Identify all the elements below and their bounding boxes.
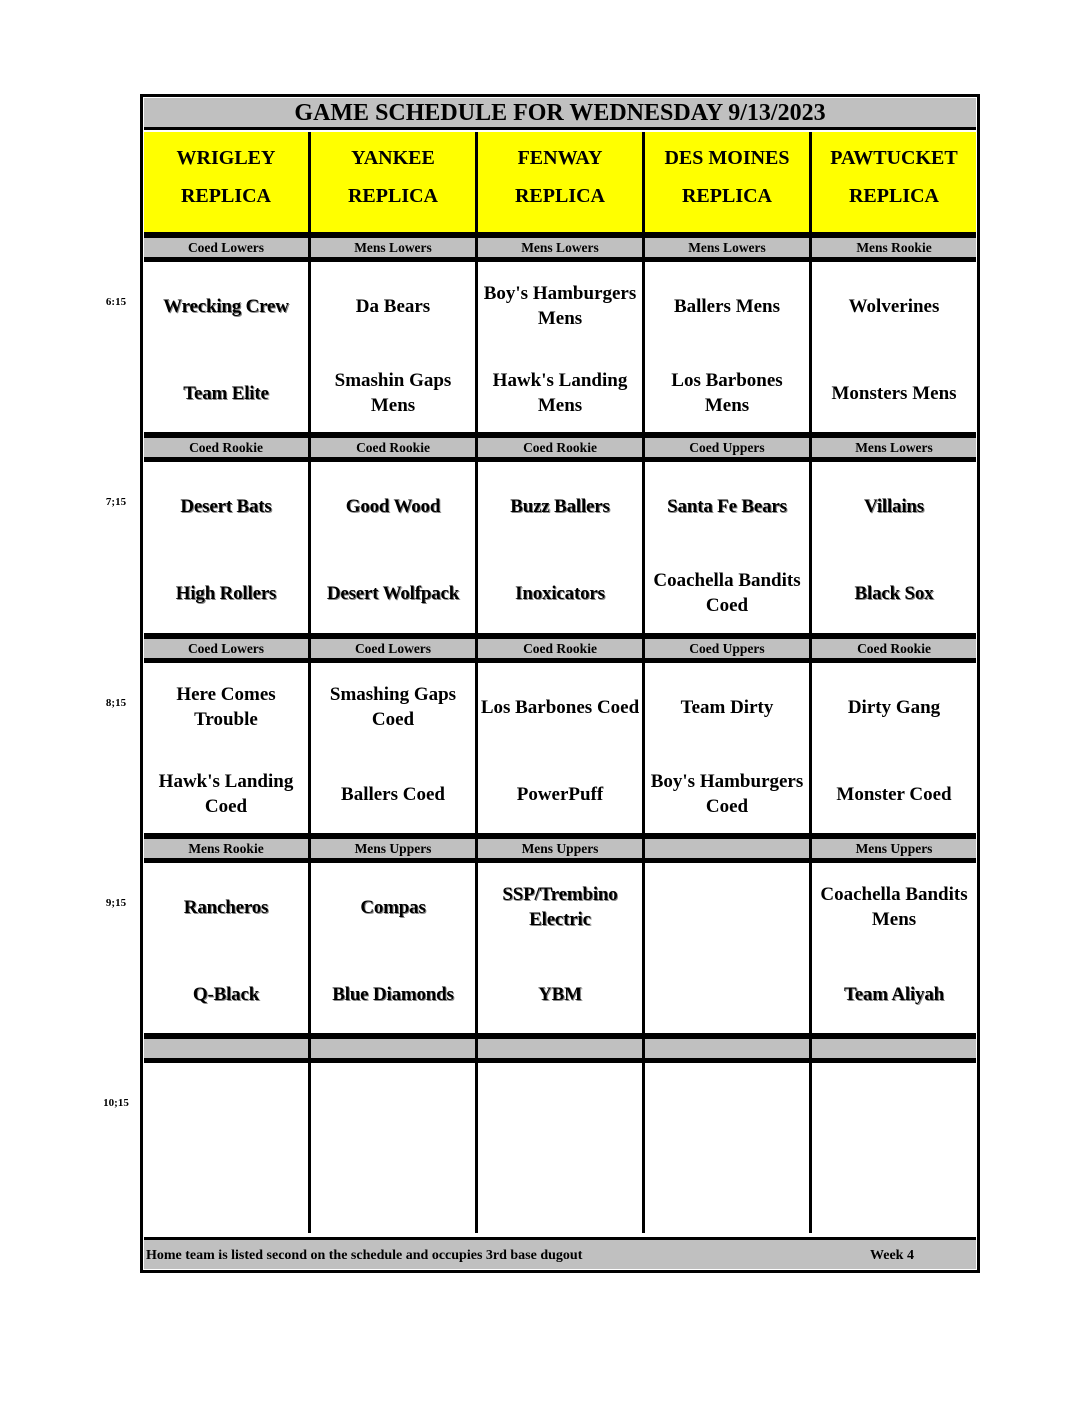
division-label: Coed Uppers (645, 639, 809, 658)
home-team: PowerPuff (516, 783, 604, 805)
game-cell (812, 1063, 976, 1235)
home-team (311, 1151, 475, 1237)
column-divider (809, 633, 812, 835)
away-team: Buzz Ballers (510, 495, 610, 517)
column-divider (308, 833, 311, 1035)
column-divider (809, 833, 812, 1035)
game-cell (311, 1063, 475, 1235)
home-team (144, 1151, 308, 1237)
division-label: Coed Rookie (144, 438, 308, 457)
home-team: Q-Black (192, 983, 260, 1005)
game-cell (478, 663, 642, 835)
division-label: Coed Rookie (478, 438, 642, 457)
division-label: Mens Lowers (645, 238, 809, 257)
home-team: Hawk's Landing Coed (158, 771, 294, 817)
field-type: REPLICA (347, 185, 438, 207)
column-divider (475, 833, 478, 1035)
division-label (144, 1039, 308, 1058)
home-team (645, 1151, 809, 1237)
away-team: Wrecking Crew (163, 295, 289, 317)
division-label: Mens Rookie (812, 238, 976, 257)
away-team: Team Dirty (680, 696, 774, 718)
division-label: Mens Lowers (311, 238, 475, 257)
column-divider (475, 1033, 478, 1233)
away-team: Smashing Gaps Coed (329, 684, 457, 730)
game-cell (311, 462, 475, 634)
field-type: REPLICA (848, 185, 939, 207)
field-header-pawtucket (812, 132, 976, 232)
game-cell (645, 663, 809, 835)
division-label: Coed Uppers (645, 438, 809, 457)
division-label (311, 1039, 475, 1058)
away-team (144, 1063, 308, 1151)
column-divider (475, 232, 478, 434)
column-divider (642, 1033, 645, 1233)
away-team: Wolverines (848, 295, 940, 317)
home-team: Blue Diamonds (332, 983, 454, 1005)
game-cell (478, 462, 642, 634)
away-team: Da Bears (355, 295, 431, 317)
division-label: Coed Lowers (311, 639, 475, 658)
column-divider (475, 633, 478, 835)
away-team: Here Comes Trouble (176, 684, 276, 730)
home-team (478, 1151, 642, 1237)
division-label (645, 839, 809, 858)
away-team: Rancheros (183, 896, 269, 918)
field-name: YANKEE (351, 147, 435, 169)
field-name: PAWTUCKET (830, 147, 958, 169)
field-name: WRIGLEY (176, 147, 276, 169)
home-team: Monsters Mens (831, 382, 957, 404)
game-cell (645, 462, 809, 634)
column-divider (809, 1033, 812, 1233)
away-team: Good Wood (345, 495, 441, 517)
column-divider (809, 232, 812, 434)
home-team (812, 1151, 976, 1237)
home-team: Boy's Hamburgers Coed (650, 771, 804, 817)
column-divider (308, 633, 311, 835)
division-label: Mens Uppers (812, 839, 976, 858)
division-label (812, 1039, 976, 1058)
week-label: Week 4 (870, 1248, 914, 1263)
home-team (645, 951, 809, 1037)
home-team: Desert Wolfpack (326, 582, 460, 604)
home-team: Ballers Coed (341, 783, 445, 805)
game-cell (478, 262, 642, 434)
home-team: Hawk's Landing Mens (492, 370, 628, 416)
away-team: SSP/Trembino Electric (502, 884, 618, 930)
page-title: GAME SCHEDULE FOR WEDNESDAY 9/13/2023 (144, 98, 976, 130)
away-team: Villains (864, 495, 924, 517)
away-team: Coachella Bandits Mens (820, 884, 968, 930)
game-cell (144, 262, 308, 434)
column-divider (642, 432, 645, 634)
game-cell (645, 262, 809, 434)
division-label: Mens Lowers (812, 438, 976, 457)
game-cell (812, 462, 976, 634)
home-team: Coachella Bandits Coed (653, 570, 801, 616)
away-team: Dirty Gang (847, 696, 941, 718)
home-team: Smashin Gaps Mens (334, 370, 452, 416)
division-label: Mens Rookie (144, 839, 308, 858)
column-divider (308, 1033, 311, 1233)
away-team (812, 1063, 976, 1151)
away-team: Santa Fe Bears (667, 495, 787, 517)
column-divider (642, 232, 645, 434)
division-label: Coed Rookie (311, 438, 475, 457)
game-cell (478, 863, 642, 1035)
field-type: REPLICA (514, 185, 605, 207)
away-team: Ballers Mens (673, 295, 781, 317)
game-cell (311, 262, 475, 434)
away-team: Los Barbones Coed (480, 696, 640, 718)
home-team: Black Sox (854, 582, 934, 604)
division-label: Coed Lowers (144, 238, 308, 257)
time-slot-label: 6:15 (105, 296, 127, 308)
field-header-yankee (311, 132, 478, 232)
home-team-note: Home team is listed second on the schedule and occupies 3rd base dugout (146, 1248, 583, 1263)
time-slot-label: 8;15 (105, 697, 127, 709)
away-team (311, 1063, 475, 1151)
field-header-fenway (478, 132, 645, 232)
home-team: Los Barbones Mens (671, 370, 783, 416)
division-label (478, 1039, 642, 1058)
game-cell (144, 462, 308, 634)
field-type: REPLICA (681, 185, 772, 207)
footer-bar (144, 1237, 976, 1269)
division-label: Coed Lowers (144, 639, 308, 658)
away-team (645, 863, 809, 951)
away-team: Compas (360, 896, 426, 918)
game-cell (478, 1063, 642, 1235)
game-cell (144, 863, 308, 1035)
game-cell (144, 663, 308, 835)
home-team: Inoxicators (515, 582, 605, 604)
field-type: REPLICA (180, 185, 271, 207)
division-label (645, 1039, 809, 1058)
home-team: YBM (538, 983, 582, 1005)
column-divider (475, 432, 478, 634)
column-divider (308, 432, 311, 634)
division-label: Mens Lowers (478, 238, 642, 257)
game-cell (812, 663, 976, 835)
game-cell (645, 863, 809, 1035)
game-cell (812, 863, 976, 1035)
division-label: Coed Rookie (478, 639, 642, 658)
home-team: Team Elite (183, 382, 269, 404)
game-cell (311, 863, 475, 1035)
away-team: Boy's Hamburgers Mens (483, 283, 637, 329)
field-header-wrigley (144, 132, 311, 232)
field-name: FENWAY (517, 147, 603, 169)
game-cell (144, 1063, 308, 1235)
away-team: Desert Bats (180, 495, 272, 517)
field-header-des-moines (645, 132, 812, 232)
time-slot-label: 9;15 (105, 897, 127, 909)
game-cell (812, 262, 976, 434)
field-name: DES MOINES (664, 147, 790, 169)
home-team: Monster Coed (836, 783, 952, 805)
away-team (478, 1063, 642, 1151)
division-label: Coed Rookie (812, 639, 976, 658)
home-team: High Rollers (175, 582, 277, 604)
time-slot-label: 7;15 (105, 496, 127, 508)
game-cell (645, 1063, 809, 1235)
column-divider (642, 633, 645, 835)
game-cell (311, 663, 475, 835)
away-team (645, 1063, 809, 1151)
division-label: Mens Uppers (478, 839, 642, 858)
division-label: Mens Uppers (311, 839, 475, 858)
time-slot-label: 10;15 (103, 1097, 129, 1109)
column-divider (308, 232, 311, 434)
column-divider (642, 833, 645, 1035)
home-team: Team Aliyah (843, 983, 945, 1005)
column-divider (809, 432, 812, 634)
